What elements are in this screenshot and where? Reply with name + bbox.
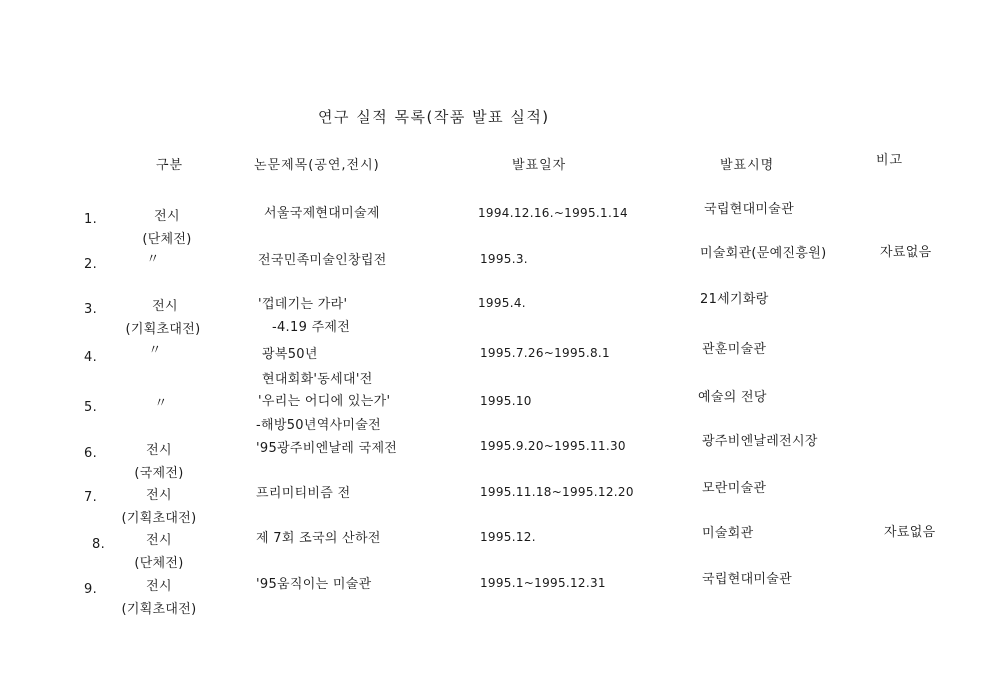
row-category: 전시 xyxy=(154,209,180,224)
row-title-line2: 현대회화'동세대'전 xyxy=(262,372,373,387)
header-remarks: 비고 xyxy=(876,153,904,168)
row-date: 1995.9.20~1995.11.30 xyxy=(480,439,626,453)
row-remarks: 자료없음 xyxy=(884,525,936,540)
row-title-line2: -4.19 주제전 xyxy=(272,320,351,335)
row-number: 1. xyxy=(84,212,98,227)
row-title: '95움직이는 미술관 xyxy=(256,577,372,592)
header-date: 발표일자 xyxy=(512,158,567,173)
row-venue: 미술회관(문예진흥원) xyxy=(700,246,827,261)
row-date: 1995.1~1995.12.31 xyxy=(480,576,606,590)
row-number: 9. xyxy=(84,582,98,597)
row-title: 서울국제현대미술제 xyxy=(264,206,380,221)
row-category-sub: (기획초대전) xyxy=(121,602,197,617)
row-date: 1995.10 xyxy=(480,394,532,408)
row-category: 전시 xyxy=(146,488,172,503)
row-venue: 예술의 전당 xyxy=(698,390,767,405)
row-title: 프리미티비즘 전 xyxy=(256,486,351,501)
row-category: 전시 xyxy=(152,299,178,314)
row-title: 제 7회 조국의 산하전 xyxy=(256,531,381,546)
row-category: 〃 xyxy=(148,343,162,358)
header-venue: 발표시명 xyxy=(720,158,775,173)
row-title: 광복50년 xyxy=(262,347,318,362)
row-title: '껍데기는 가라' xyxy=(258,297,348,312)
row-venue: 광주비엔날레전시장 xyxy=(702,434,818,449)
row-venue: 관훈미술관 xyxy=(702,342,767,357)
row-number: 8. xyxy=(92,537,106,552)
row-venue: 미술회관 xyxy=(702,526,754,541)
row-category: 전시 xyxy=(146,443,172,458)
row-title: '우리는 어디에 있는가' xyxy=(258,394,391,409)
row-category-sub: (단체전) xyxy=(142,232,192,247)
row-number: 6. xyxy=(84,446,98,461)
row-number: 3. xyxy=(84,302,98,317)
row-date: 1994.12.16.~1995.1.14 xyxy=(478,206,628,220)
row-date: 1995.4. xyxy=(478,296,526,310)
row-number: 2. xyxy=(84,257,98,272)
row-date: 1995.7.26~1995.8.1 xyxy=(480,346,610,360)
row-category: 〃 xyxy=(146,252,160,267)
row-category-sub: (기획초대전) xyxy=(125,322,201,337)
row-date: 1995.11.18~1995.12.20 xyxy=(480,485,634,499)
row-remarks: 자료없음 xyxy=(880,245,932,260)
row-venue: 국립현대미술관 xyxy=(702,572,793,587)
row-venue: 21세기화랑 xyxy=(700,292,769,307)
row-category-sub: (단체전) xyxy=(134,556,184,571)
row-title-line2: -해방50년역사미술전 xyxy=(256,418,381,433)
row-category-sub: (국제전) xyxy=(134,466,184,481)
header-paper-title: 논문제목(공연,전시) xyxy=(254,158,380,173)
row-venue: 모란미술관 xyxy=(702,481,767,496)
row-title: '95광주비엔날레 국제전 xyxy=(256,441,398,456)
row-category: 〃 xyxy=(154,396,168,411)
row-number: 4. xyxy=(84,350,98,365)
row-date: 1995.12. xyxy=(480,530,536,544)
row-number: 5. xyxy=(84,400,98,415)
row-title: 전국민족미술인창립전 xyxy=(258,253,387,268)
row-venue: 국립현대미술관 xyxy=(704,202,795,217)
row-number: 7. xyxy=(84,490,98,505)
row-date: 1995.3. xyxy=(480,252,528,266)
row-category: 전시 xyxy=(146,579,172,594)
row-category: 전시 xyxy=(146,533,172,548)
header-category: 구분 xyxy=(156,158,184,173)
page-title: 연구 실적 목록(작품 발표 실적) xyxy=(318,108,550,126)
row-category-sub: (기획초대전) xyxy=(121,511,197,526)
